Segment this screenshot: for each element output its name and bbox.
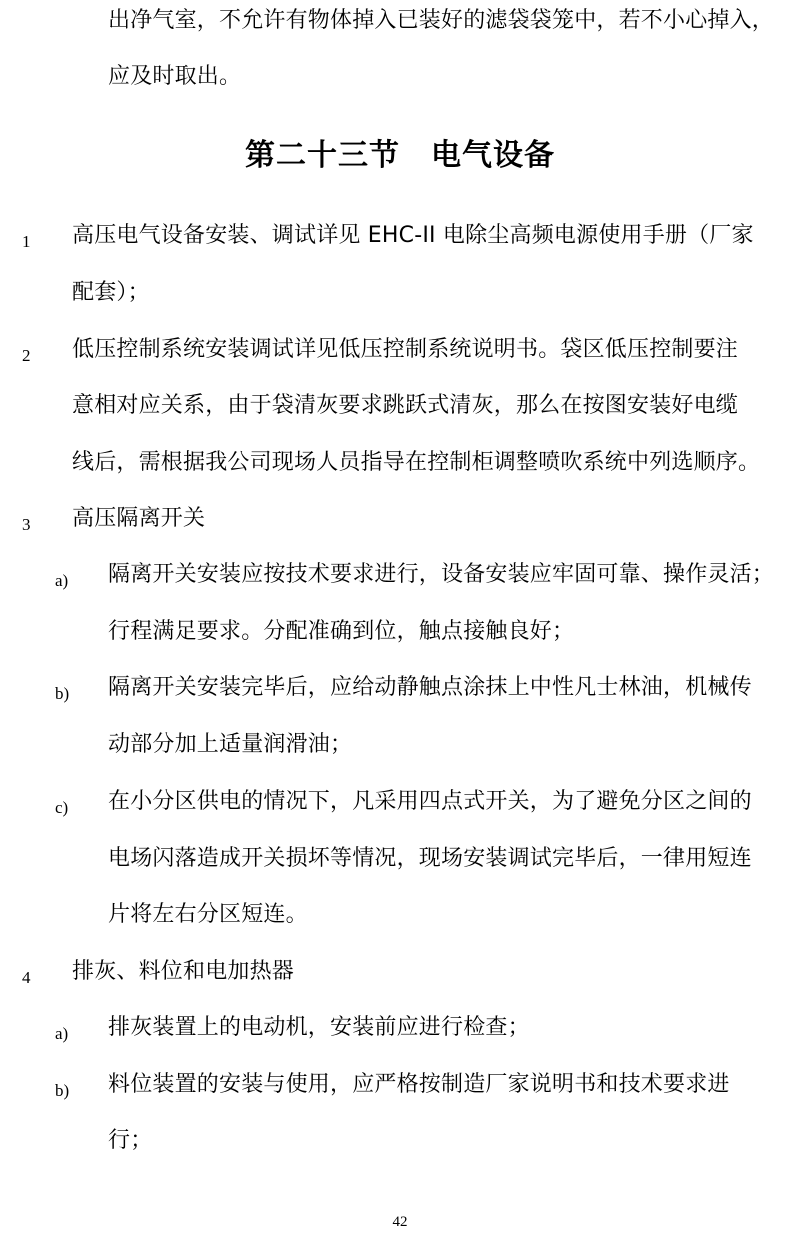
item-3c-line-1: 在小分区供电的情况下，凡采用四点式开关，为了避免分区之间的 <box>108 789 752 814</box>
section-title: 第二十三节 电气设备 <box>245 138 555 173</box>
item-3-sublabel-b: b) <box>55 684 70 703</box>
item-4a-line-1: 排灰装置上的电动机，安装前应进行检查； <box>108 1015 530 1040</box>
item-3-sublabel-a: a) <box>55 571 69 590</box>
item-3-heading: 高压隔离开关 <box>72 506 206 531</box>
item-2-line-3: 线后，需根据我公司现场人员指导在控制柜调整喷吹系统中列选顺序。 <box>72 450 761 475</box>
item-1-line-1: 高压电气设备安装、调试详见 EHC-II 电除尘高频电源使用手册（厂家 <box>72 223 754 248</box>
item-2-line-2: 意相对应关系，由于袋清灰要求跳跃式清灰，那么在按图安装好电缆 <box>72 393 739 418</box>
page-number: 42 <box>392 1214 408 1230</box>
intro-line-2: 应及时取出。 <box>108 64 242 89</box>
item-number-4: 4 <box>22 968 31 987</box>
item-3-sublabel-c: c) <box>55 798 69 817</box>
item-2-line-1: 低压控制系统安装调试详见低压控制系统说明书。袋区低压控制要注 <box>72 337 739 362</box>
item-4b-line-2: 行； <box>108 1128 153 1153</box>
item-4-sublabel-a: a) <box>55 1024 69 1043</box>
item-4-sublabel-b: b) <box>55 1081 70 1100</box>
item-3b-line-1: 隔离开关安装完毕后，应给动静触点涂抹上中性凡士林油，机械传 <box>108 675 752 700</box>
item-4b-line-1: 料位装置的安装与使用，应严格按制造厂家说明书和技术要求进 <box>108 1072 730 1097</box>
item-3c-line-3: 片将左右分区短连。 <box>108 902 308 927</box>
item-3a-line-1: 隔离开关安装应按技术要求进行，设备安装应牢固可靠、操作灵活； <box>108 562 775 587</box>
item-3b-line-2: 动部分加上适量润滑油； <box>108 732 353 757</box>
item-number-2: 2 <box>22 346 31 365</box>
intro-line-1: 出净气室，不允许有物体掉入已装好的滤袋袋笼中，若不小心掉入， <box>108 8 775 33</box>
item-3c-line-2: 电场闪落造成开关损坏等情况，现场安装调试完毕后，一律用短连 <box>108 846 752 871</box>
item-number-1: 1 <box>22 232 31 251</box>
item-number-3: 3 <box>22 515 31 534</box>
item-3a-line-2: 行程满足要求。分配准确到位，触点接触良好； <box>108 619 575 644</box>
item-1-line-2: 配套）； <box>72 280 150 305</box>
item-4-heading: 排灰、料位和电加热器 <box>72 959 295 984</box>
